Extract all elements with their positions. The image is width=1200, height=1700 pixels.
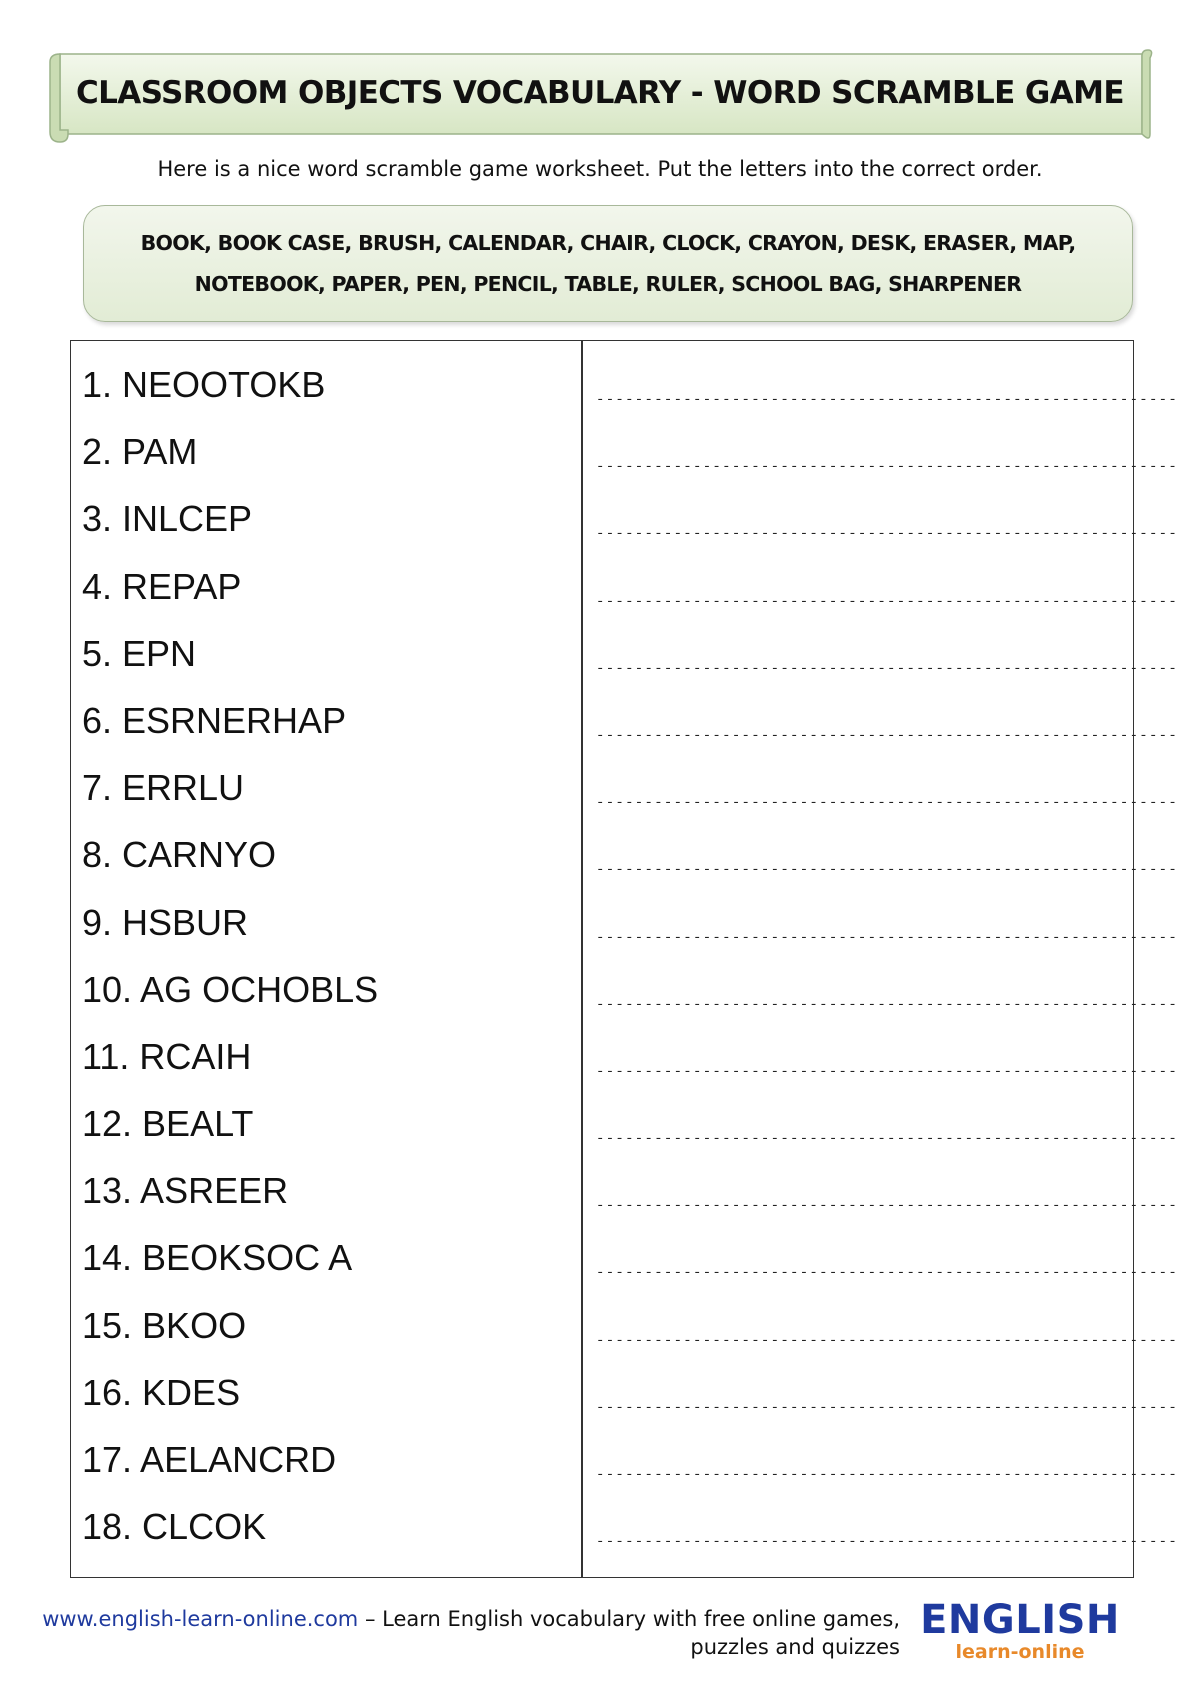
answer-line[interactable]: ------------------------------------------------------------ <box>596 862 1179 879</box>
scrambled-word: 9. HSBUR <box>82 901 249 943</box>
title-banner <box>50 50 1150 146</box>
answer-line[interactable]: ------------------------------------------------------------ <box>596 727 1179 744</box>
footer-tagline: – Learn English vocabulary with free online games, puzzles and quizzes <box>358 1607 900 1659</box>
scrambled-word: 4. REPAP <box>82 565 242 607</box>
website-link[interactable]: www.english-learn-online.com <box>42 1607 359 1631</box>
answer-line[interactable]: ------------------------------------------------------------ <box>596 459 1179 476</box>
answer-line[interactable]: ------------------------------------------------------------ <box>596 392 1179 408</box>
scramble-table <box>70 340 1179 1578</box>
scrambled-word: 11. RCAIH <box>82 1035 252 1077</box>
table-row <box>71 1170 1179 1237</box>
scrambled-word: 7. ERRLU <box>82 767 245 809</box>
table-row <box>71 498 1179 565</box>
scrambled-word: 2. PAM <box>82 431 198 473</box>
logo-sub-text: learn-online <box>955 1641 1085 1663</box>
scrambled-word: 17. AELANCRD <box>82 1439 337 1480</box>
table-row <box>71 431 1179 498</box>
scrambled-word: 16. KDES <box>82 1371 241 1413</box>
table-row <box>71 1304 1179 1372</box>
footer-text <box>40 1605 900 1661</box>
answer-line[interactable]: ------------------------------------------------------------ <box>596 1332 1179 1349</box>
answer-line[interactable]: ------------------------------------------------------------ <box>596 593 1179 610</box>
page-title: CLASSROOM OBJECTS VOCABULARY - WORD SCRAMBLE GAME <box>76 75 1124 111</box>
site-logo <box>920 1598 1120 1662</box>
answer-line[interactable]: ------------------------------------------------------------ <box>596 996 1179 1013</box>
table-row <box>71 364 1179 431</box>
table-row <box>71 1237 1179 1304</box>
table-row <box>71 767 1179 834</box>
answer-line[interactable]: ------------------------------------------------------------ <box>596 1467 1179 1483</box>
scrambled-word: 18. CLCOK <box>82 1506 267 1548</box>
answer-line[interactable]: ------------------------------------------------------------ <box>596 795 1179 812</box>
word-bank-list: BOOK, BOOK CASE, BRUSH, CALENDAR, CHAIR, CLOCK, CRAYON, DESK, ERASER, MAP, NOTEBOOK, PAPER, PEN, PENCIL, TABLE, RULER, SCHOOL BAG, SHARPENER <box>140 230 1076 296</box>
table-row <box>71 1506 1179 1573</box>
scrambled-word: 15. BKOO <box>82 1304 247 1346</box>
answer-line[interactable]: ------------------------------------------------------------ <box>596 1534 1179 1551</box>
answer-line[interactable]: ------------------------------------------------------------ <box>596 1063 1179 1080</box>
scrambled-word: 5. EPN <box>82 632 197 674</box>
scrambled-word: 14. BEOKSOC A <box>82 1237 353 1279</box>
table-row <box>71 632 1179 700</box>
table-row <box>71 1371 1179 1439</box>
answer-line[interactable]: ------------------------------------------------------------ <box>596 1131 1179 1148</box>
scrambled-word: 3. INLCEP <box>82 498 253 540</box>
table-row <box>71 834 1179 901</box>
scrambled-word: 1. NEOOTOKB <box>82 364 326 405</box>
answer-line[interactable]: ------------------------------------------------------------ <box>596 929 1179 946</box>
scrambled-word: 10. AG OCHOBLS <box>82 968 379 1010</box>
table-row <box>71 699 1179 767</box>
answer-line[interactable]: ------------------------------------------------------------ <box>596 660 1179 677</box>
answer-line[interactable]: ------------------------------------------------------------ <box>596 526 1179 543</box>
table-row <box>71 1035 1179 1103</box>
table-row <box>71 968 1179 1036</box>
word-bank-box <box>83 205 1133 322</box>
scrambled-word: 12. BEALT <box>82 1103 254 1145</box>
table-row <box>71 1103 1179 1170</box>
table-row <box>71 901 1179 969</box>
table-row <box>71 565 1179 633</box>
instructions-text: Here is a nice word scramble game worksheet. Put the letters into the correct order. <box>157 157 1043 181</box>
logo-main-text: ENGLISH <box>920 1597 1120 1643</box>
scrambled-word: 6. ESRNERHAP <box>82 699 347 741</box>
scrambled-word: 8. CARNYO <box>82 834 277 876</box>
scramble-rows <box>71 364 1179 1573</box>
table-row <box>71 1439 1179 1506</box>
scrambled-word: 13. ASREER <box>82 1170 289 1212</box>
answer-line[interactable]: ------------------------------------------------------------ <box>596 1399 1179 1416</box>
answer-line[interactable]: ------------------------------------------------------------ <box>596 1265 1179 1282</box>
answer-line[interactable]: ------------------------------------------------------------ <box>596 1198 1179 1215</box>
